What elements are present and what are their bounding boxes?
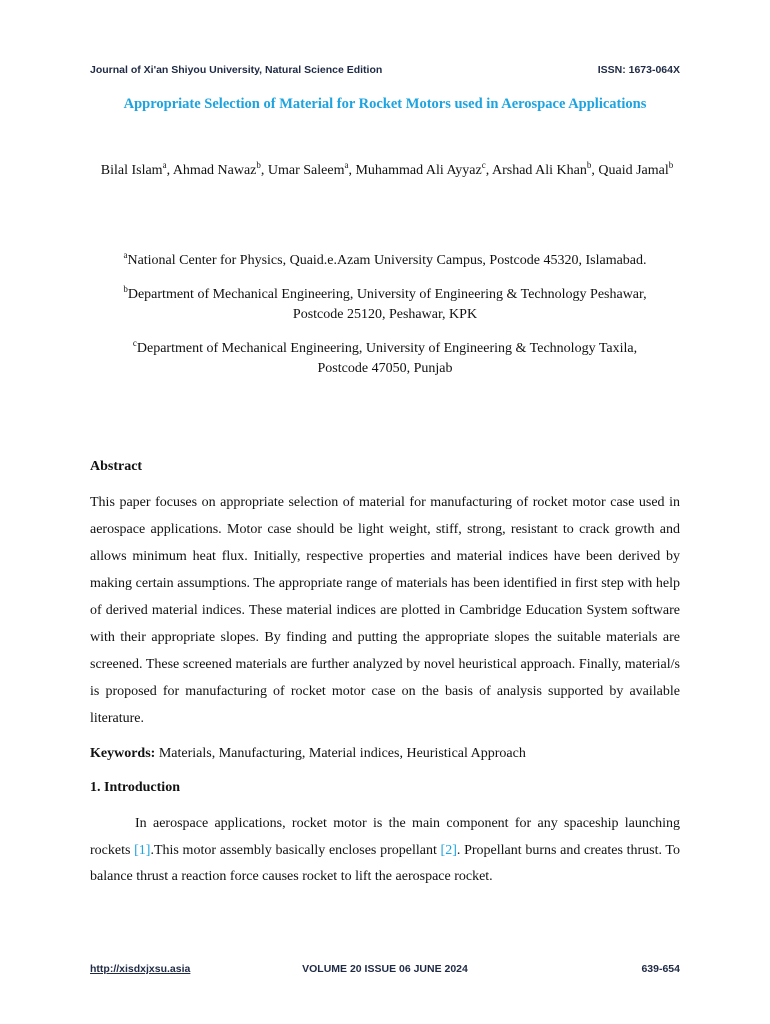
author: Quaid Jamal$^b$ [598, 160, 674, 178]
author: Umar Saleem$^a$, [267, 160, 356, 178]
keywords-text: Materials, Manufacturing, Material indices, Heuristical Approach [155, 746, 526, 761]
keywords [90, 744, 680, 764]
author: Bilal Islam$^a$, [100, 160, 173, 178]
paper-title: Appropriate Selection of Material for Rocket Motors used in Aerospace Applications [123, 96, 647, 112]
affiliation-b: $^b$Department of Mechanical Engineering, University of Engineering & Technology Peshawar, Postcode 25120, Peshawar, KPK [123, 284, 647, 322]
affiliation-c: $^c$Department of Mechanical Engineering, University of Engineering & Technology Taxila, Postcode 47050, Punjab [132, 338, 638, 376]
abstract-text: This paper focuses on appropriate selection of material for manufacturing of rocket motor case used in aerospace applications. Motor case should be light weight, stiff, strong, resistant to crack growth and allows minimum heat flux. Initially, respective properties and material indices have been derived by making certain assumptions. The appropriate range of materials has been identified in first step with help of derived material indices. These material indices are plotted in Cambridge Education System software with their appropriate slopes. By finding and putting the appropriate slopes the suitable materials are screened. These screened materials are further analyzed by novel heuristical approach. Finally, material/s is proposed for manufacturing of rocket motor case on the basis of analysis supported by available literature. [90, 495, 680, 726]
author: Ahmad Nawaz$^b$, [172, 160, 268, 178]
author-list [92, 161, 682, 181]
author: Muhammad Ali Ayyaz$^c$, [355, 160, 492, 178]
introduction-heading: 1. Introduction [90, 780, 180, 795]
volume-issue: VOLUME 20 ISSUE 06 JUNE 2024 [302, 963, 468, 975]
introduction-text: In aerospace applications, rocket motor is the main component for any spaceship launching rockets [1].This motor assembly basically encloses propellant [2]. Propellant burns and creates thrust. To balance thrust a reaction force causes rocket to lift the aerospace rocket. [90, 816, 681, 884]
page-range: 639-654 [641, 963, 680, 975]
author: Arshad Ali Khan$^b$, [491, 160, 599, 178]
issn: ISSN: 1673-064X [597, 64, 680, 76]
journal-name: Journal of Xi'an Shiyou University, Natural Science Edition [90, 64, 383, 76]
running-header [90, 64, 680, 78]
citation-link-2[interactable]: [2] [440, 842, 457, 858]
journal-url-link[interactable]: http://xisdxjxsu.asia [90, 963, 191, 975]
citation-link-1[interactable]: [1] [134, 842, 151, 858]
affiliation-a: $^a$National Center for Physics, Quaid.e.Azam University Campus, Postcode 45320, Islamabad. [123, 250, 647, 268]
running-footer [90, 963, 680, 977]
keywords-label: Keywords: [90, 746, 156, 761]
abstract-heading: Abstract [90, 459, 143, 474]
